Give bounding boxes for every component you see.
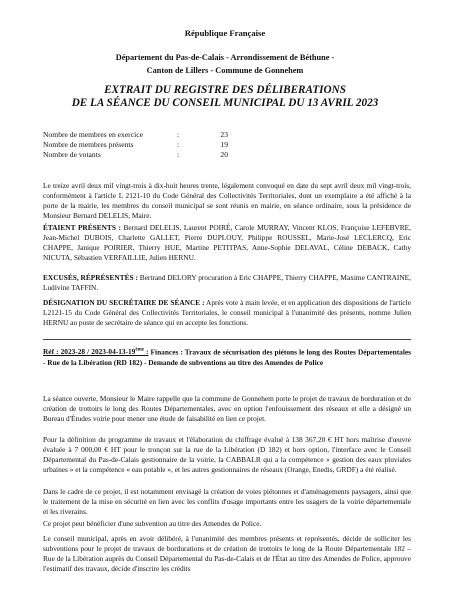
body-paragraph: Dans le cadre de ce projet, il est notamment envisagé la création de voies piétonnes et d'aménagements paysagers, ainsi que le traitement de la mise en sécurité en lien avec les conflits d'usage importants entre les usagers de la voirie départementale et les riverains. xyxy=(43,487,411,517)
excuses-text: Bertrand DELORY procuration à Eric CHAPPE, Thierry CHAPPE, Maxime CANTRAINE, Ludivine TAFFIN. xyxy=(43,273,411,293)
body-paragraph: Le conseil municipal, après en avoir délibéré, à l'unanimité des membres présents et représentés, décide de solliciter les subventions pour le projet de travaux de bordurations et de création de trottoirs le long de la Route Départementale 182 – Rue de la Libération auprès du Conseil Départemental du Pas-de-Calais et de l'État au titre des Amendes de Police, approuve l'estimatif des travaux, décide d'inscrire les crédits xyxy=(43,534,411,574)
section-divider xyxy=(43,339,411,340)
presents-label: ÉTAIENT PRÉSENTS : xyxy=(43,223,121,232)
secretary-text: Après vote à main levée, et en application des dispositions de l'article L2121-15 du Code Général des Collectivités Territoriales, le conseil municipal à l'unanimité des présents, nomme Julien HERNU au poste de secrétaire de séance qui en accepte les fonctions. xyxy=(43,298,411,328)
secretary-paragraph xyxy=(43,298,411,328)
members-row xyxy=(43,140,228,150)
members-label: Nombre de membres en exercice xyxy=(43,130,143,139)
excuses-paragraph xyxy=(43,273,411,293)
department-line-1: Département du Pas-de-Calais - Arrondissement de Béthune - xyxy=(115,53,335,62)
members-sep: : xyxy=(177,150,180,159)
members-row xyxy=(43,150,228,160)
document-title xyxy=(0,84,450,110)
presents-text: Bernard DELELIS, Laurent POIRÉ, Carole MURRAY, Vincent KLOS, Françoise LEFEBVRE, Jean-Michel DUBOIS, Charlette GALLET, Pierre DUPLOUY, Philippe ROUSSEL, Marie-José LECLERCQ, Eric CHAPPE, Janique POIRIER, Thierry HUE, Martine PETITPAS, Anne-Sophie DELAVAL, Céline DEBACK, Cathy NICUTA, Sébastien VERFAILLIE, Julien HERNU. xyxy=(43,223,411,263)
intro-paragraph: Le treize avril deux mil vingt-trois à dix-huit heures trente, légalement convoqué en date du sept avril deux mil vingt-trois, conformément à l'article L 2121-10 du Code Général des Collectivités Territoriales, dont un exemplaire a été affiché à la porte de la mairie, les membres du conseil municipal se sont réunis en mairie, en séance ordinaire, sous la présidence de Monsieur Bernard DELELIS, Maire. xyxy=(43,181,411,221)
reference-suffix: : xyxy=(143,347,149,357)
members-value: 20 xyxy=(220,150,228,159)
secretary-label: DÉSIGNATION DU SECRÉTAIRE DE SÉANCE : xyxy=(43,298,205,307)
body-paragraph: La séance ouverte, Monsieur le Maire rappelle que la commune de Gonnehem porte le projet de travaux de borduration et de création de trottoirs le long des Routes Départementales, avec en option l'enfouissement des réseaux et elle a désigné un Bureau d'Études voirie pour mener une étude de faisabilité en lien ce projet. xyxy=(43,394,411,424)
reference-superscript: ème xyxy=(135,348,144,353)
members-label: Nombre de membres présents xyxy=(43,140,134,149)
members-label: Nombre de votants xyxy=(43,150,101,159)
title-line-1: EXTRAIT DU REGISTRE DES DÉLIBERATIONS xyxy=(104,84,346,96)
republic-heading: République Française xyxy=(184,28,266,38)
members-value: 19 xyxy=(220,140,228,149)
members-row xyxy=(43,130,228,140)
body-paragraph: Ce projet peut bénéficier d'une subvention au titre des Amendes de Police. xyxy=(43,519,262,528)
excuses-label: EXCUSÉS, RÉPRÉSENTÉS : xyxy=(43,273,138,282)
deliberation-reference xyxy=(43,346,411,368)
presents-paragraph xyxy=(43,223,411,263)
members-value: 23 xyxy=(220,130,228,139)
reference-prefix: Réf : 2023-28 / 2023-04-13-19 xyxy=(43,347,136,357)
department-line-2: Canton de Lillers - Commune de Gonnehem xyxy=(146,66,304,75)
title-line-2: DE LA SÉANCE DU CONSEIL MUNICIPAL DU 13 AVRIL 2023 xyxy=(71,97,379,109)
department-heading xyxy=(0,51,450,77)
members-sep: : xyxy=(177,130,180,139)
members-sep: : xyxy=(177,140,180,149)
members-count-table xyxy=(43,130,228,160)
reference-number xyxy=(43,347,148,356)
body-paragraph: Pour la définition du programme de travaux et l'élaboration du chiffrage évalué à 138 367,20 € HT hors maîtrise d'œuvre évaluée à 7 000,00 € HT pour le tronçon sur la rue de la Libération (D 182) et hors option, l'interface avec le Conseil Départemental du Pas-de-Calais gestionnaire de la voirie, la CABBALR qui a la compétence « gestion des eaux pluviales urbaines » et la compétence « eau potable », et les autres gestionnaires de réseaux (Orange, Enedis, GRDF) a été réalisé. xyxy=(43,435,411,475)
reference-subject: Finances : Travaux de sécurisation des piétons le long des Routes Départementales - Rue de la Libération (RD 182) - Demande de subventions au titre des Amendes de Police xyxy=(43,347,411,367)
